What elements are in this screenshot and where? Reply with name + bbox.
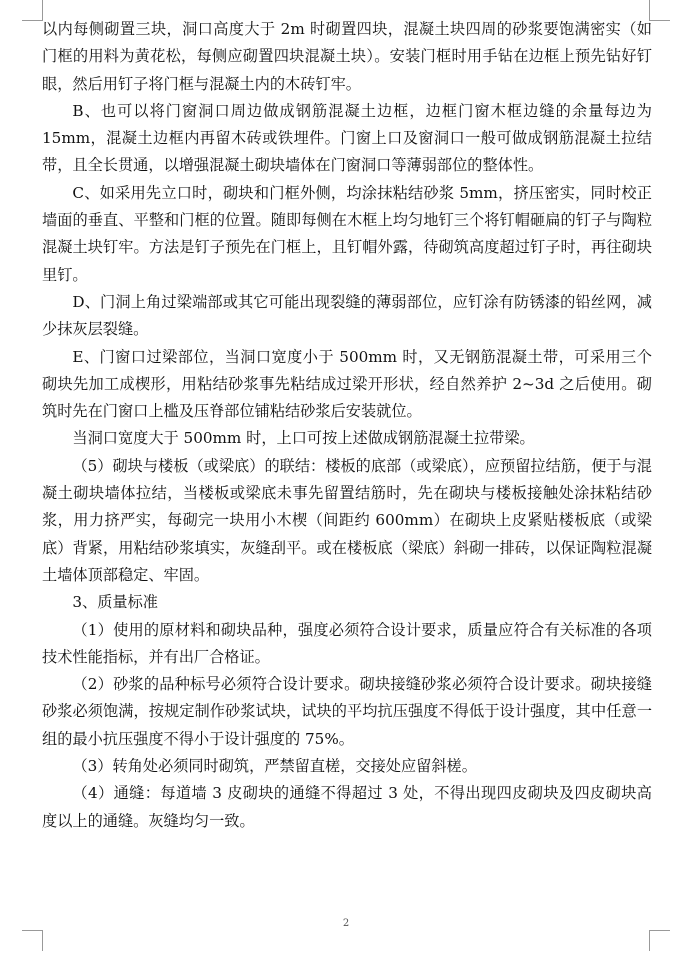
corner-crop-mark [22, 0, 43, 21]
paragraph: （5）砌块与楼板（或梁底）的联结：楼板的底部（或梁底），应预留拉结筋，便于与混凝土砌块墙体拉结，当楼板或梁底未事先留置结筋时，先在砌块与楼板接触处涂抹粘结砂浆，用力挤严实，每砌完一块用小木楔（间距约 600mm）在砌块上皮紧贴楼板底（或梁底）背紧，用粘结砂浆填实，灰缝刮平。或在楼板底（梁底）斜砌一排砖，以保证陶粒混凝土墙体顶部稳定、牢固。 [42, 456, 652, 584]
paragraph: （4）通缝：每道墙 3 皮砌块的通缝不得超过 3 处，不得出现四皮砌块及四皮砌块高度以上的通缝。灰缝均匀一致。 [42, 784, 652, 830]
paragraph: （1）使用的原材料和砌块品种，强度必须符合设计要求，质量应符合有关标准的各项技术性能指标，并有出厂合格证。 [42, 620, 652, 666]
paragraph: （2）砂浆的品种标号必须符合设计要求。砌块接缝砂浆必须符合设计要求。砌块接缝砂浆必须饱满，按规定制作砂浆试块，试块的平均抗压强度不得低于设计强度，其中任意一组的最小抗压强度不得小于设计强度的 75%。 [42, 675, 652, 748]
paragraph: C、如采用先立口时，砌块和门框外侧，均涂抹粘结砂浆 5mm，挤压密实，同时校正墙面的垂直、平整和门框的位置。随即每侧在木框上均匀地钉三个将钉帽砸扁的钉子与陶粒混凝土块钉牢。方法是钉子预先在门框上，且钉帽外露，待砌筑高度超过钉子时，再往砌块里钉。 [42, 183, 652, 284]
corner-crop-mark [649, 930, 670, 951]
corner-crop-mark [649, 0, 670, 21]
corner-crop-mark [22, 930, 43, 951]
section-heading: 3、质量标准 [72, 593, 158, 612]
page-number: 2 [342, 918, 350, 929]
body-text [42, 16, 652, 835]
paragraph: E、门窗口过梁部位，当洞口宽度小于 500mm 时，又无钢筋混凝土带，可采用三个砌块先加工成楔形，用粘结砂浆事先粘结成过梁开形状，经自然养护 2~3d 之后使用。砌筑时先在门窗口上槛及压脊部位铺粘结砂浆后安装就位。 [42, 347, 652, 421]
paragraph: （3）转角处必须同时砌筑，严禁留直槎，交接处应留斜槎。 [72, 757, 477, 776]
paragraph: D、门洞上角过梁端部或其它可能出现裂缝的薄弱部位，应钉涂有防锈漆的铅丝网，减少抹灰层裂缝。 [42, 292, 652, 339]
paragraph: B、也可以将门窗洞口周边做成钢筋混凝土边框，边框门窗木框边缝的余量每边为 15mm，混凝土边框内再留木砖或铁埋件。门窗上口及窗洞口一般可做成钢筋混凝土拉结带，且全长贯通，以增强混凝土砌块墙体在门窗洞口等薄弱部位的整体性。 [42, 101, 652, 175]
paragraph: 以内每侧砌置三块，洞口高度大于 2m 时砌置四块，混凝土块四周的砂浆要饱满密实（如门框的用料为黄花松，每侧应砌置四块混凝土块）。安装门框时用手钻在边框上预先钻好钉眼，然后用钉子将门框与混凝土内的木砖钉牢。 [42, 20, 652, 93]
paragraph: 当洞口宽度大于 500mm 时，上口可按上述做成钢筋混凝土拉带梁。 [72, 429, 535, 448]
